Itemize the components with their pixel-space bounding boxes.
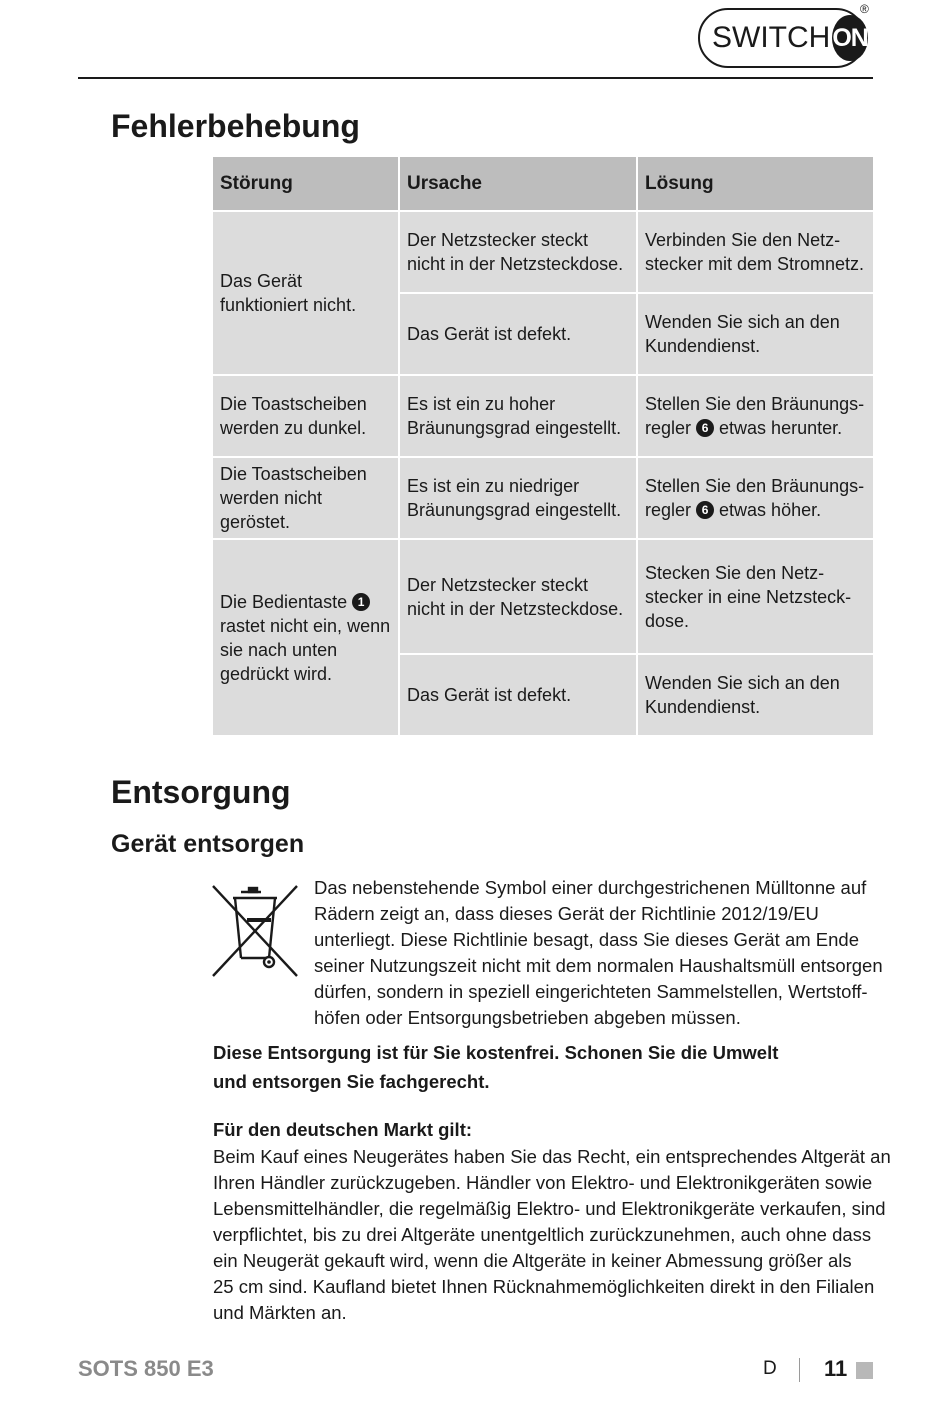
footer-square-marker (856, 1362, 873, 1379)
table-cell-ursache: Das Gerät ist defekt. (400, 655, 636, 735)
table-cell-stoerung: Die Toastscheiben werden nicht geröstet. (213, 458, 398, 538)
table-cell-loesung: Wenden Sie sich an den Kundendienst. (638, 294, 873, 374)
text-line: Das nebenstehende Symbol einer durchgestrichenen Mülltonne auf (314, 877, 867, 898)
registered-mark: ® (860, 2, 869, 16)
german-market-heading: Für den deutschen Markt gilt: (213, 1119, 473, 1140)
text-line: seiner Nutzungszeit nicht mit dem normalen Haushaltsmüll entsorgen (314, 955, 883, 976)
operating-button-number-icon: 1 (352, 593, 370, 611)
table-cell-ursache: Es ist ein zu hoher Bräunungsgrad eingestellt. (400, 376, 636, 456)
text-line: unterliegt. Diese Richtlinie besagt, dass Sie dieses Gerät am Ende (314, 929, 860, 950)
table-cell-ursache: Der Netzstecker steckt nicht in der Netzsteckdose. (400, 540, 636, 653)
table-cell-stoerung: Die Toastscheiben werden zu dunkel. (213, 376, 398, 456)
table-cell-ursache: Es ist ein zu niedriger Bräunungsgrad eingestellt. (400, 458, 636, 538)
text-line: höfen oder Entsorgungsbetrieben abgeben müssen. (314, 1007, 741, 1028)
footer-language: D (763, 1358, 777, 1379)
troubleshooting-heading: Fehlerbehebung (111, 108, 360, 144)
table-cell-loesung: Stecken Sie den Netz- stecker in eine Netzsteck- dose. (638, 540, 873, 653)
stoerung-text: Die Bedientaste (220, 591, 353, 612)
page-number: 11 (824, 1356, 848, 1381)
stoerung-text: rastet nicht ein, wenn sie nach unten gedrückt wird. (220, 615, 391, 684)
footer-separator (799, 1358, 800, 1382)
text-line: verpflichtet, bis zu drei Altgeräte unentgeltlich zurückzunehmen, auch ohne dass (213, 1224, 872, 1245)
text-line: Rädern zeigt an, dass dieses Gerät der Richtlinie 2012/19/EU (314, 903, 819, 924)
table-cell-ursache: Der Netzstecker steckt nicht in der Netzsteckdose. (400, 212, 636, 292)
crossed-out-wheelie-bin-icon (211, 884, 301, 978)
disposal-subheading: Gerät entsorgen (111, 830, 305, 858)
loesung-text: Stellen Sie den Bräunungs- regler (645, 476, 865, 520)
disposal-paragraph (314, 875, 883, 1031)
text-line: Ihren Händler zurückzugeben. Händler von Elektro- und Elektronikgeräten sowie (213, 1172, 873, 1193)
text-line: und entsorgen Sie fachgerecht. (213, 1071, 490, 1092)
troubleshooting-table (213, 157, 873, 735)
text-line: 25 cm sind. Kaufland bietet Ihnen Rücknahmemöglichkeiten direkt in den Filialen (213, 1276, 875, 1297)
text-line: ein Neugerät gekauft wird, wenn die Altgeräte in keiner Abmessung größer als (213, 1250, 852, 1271)
text-line: dürfen, sondern in speziell eingerichteten Sammelstellen, Wertstoff- (314, 981, 868, 1002)
header-divider (78, 77, 873, 79)
table-cell-loesung (638, 376, 873, 456)
loesung-text: etwas höher. (714, 500, 822, 520)
loesung-text: Stellen Sie den Bräunungs- regler (645, 394, 865, 438)
column-header-loesung: Lösung (638, 157, 873, 210)
free-disposal-notice (213, 1038, 778, 1096)
disposal-heading: Entsorgung (111, 774, 291, 810)
column-header-stoerung: Störung (213, 157, 398, 210)
text-line: und Märkten an. (213, 1302, 347, 1323)
text-line: Lebensmittelhändler, die regelmäßig Elektro- und Elektronikgeräte verkaufen, sind (213, 1198, 886, 1219)
table-cell-loesung (638, 458, 873, 538)
table-cell-loesung: Wenden Sie sich an den Kundendienst. (638, 655, 873, 735)
table-cell-stoerung: Das Gerät funktioniert nicht. (213, 212, 398, 374)
browning-control-number-icon: 6 (696, 501, 714, 519)
table-cell-ursache: Das Gerät ist defekt. (400, 294, 636, 374)
column-header-ursache: Ursache (400, 157, 636, 210)
switchon-logo (698, 8, 866, 68)
text-line: Diese Entsorgung ist für Sie kostenfrei. Schonen Sie die Umwelt (213, 1042, 779, 1063)
loesung-text: etwas herunter. (714, 418, 843, 438)
browning-control-number-icon: 6 (696, 419, 714, 437)
logo-on-badge: ON (832, 15, 868, 61)
footer-model-number: SOTS 850 E3 (78, 1356, 214, 1381)
german-market-paragraph (213, 1144, 891, 1326)
table-cell-stoerung (213, 540, 398, 735)
table-cell-loesung: Verbinden Sie den Netz- stecker mit dem Stromnetz. (638, 212, 873, 292)
text-line: Beim Kauf eines Neugerätes haben Sie das Recht, ein entsprechendes Altgerät an (213, 1146, 891, 1167)
logo-text: SWITCH (712, 21, 831, 54)
